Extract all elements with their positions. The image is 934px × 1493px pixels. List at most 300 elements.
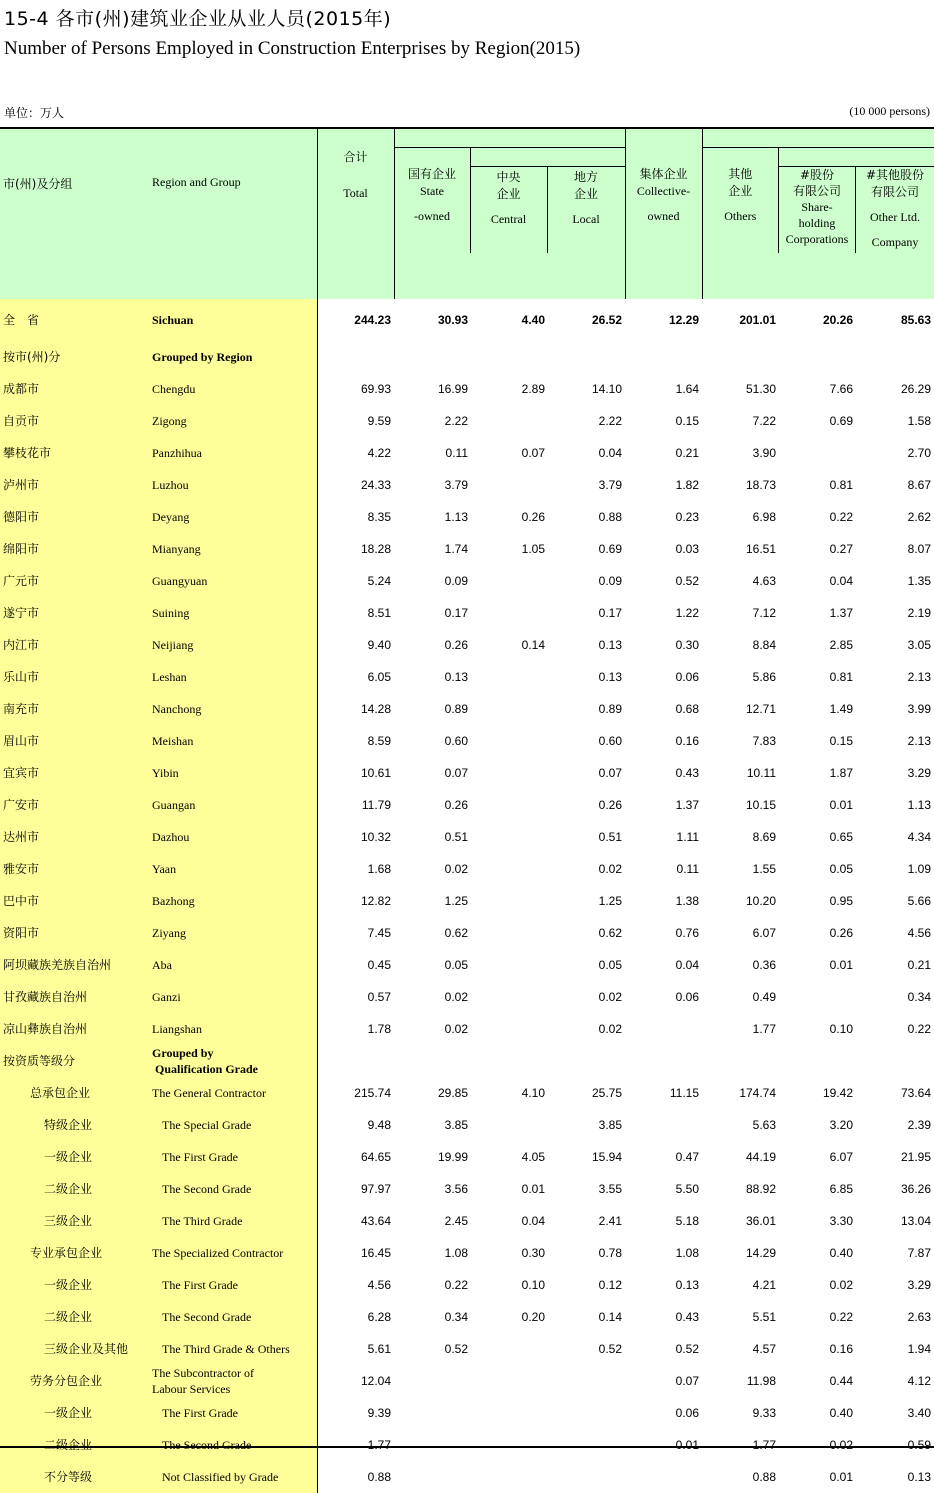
table-cell: 0.30 [675, 638, 700, 652]
table-cell: 2.85 [829, 638, 854, 652]
row-label-cn: 专业承包企业 [0, 1237, 152, 1269]
table-cell: 1.13 [444, 510, 468, 524]
row-label-en: Guangan [152, 789, 317, 821]
table-cell: 14.10 [591, 382, 623, 396]
unit-label-en: (10 000 persons) [849, 104, 930, 118]
table-row [0, 341, 934, 373]
row-label-en: Chengdu [152, 373, 317, 405]
row-label-en: The Special Grade [152, 1109, 317, 1141]
table-cell: 15.94 [591, 1150, 623, 1164]
table-cell: 3.05 [907, 638, 932, 652]
table-cell: 1.94 [907, 1342, 932, 1356]
table-cell: 2.41 [598, 1214, 623, 1228]
header-total [317, 128, 394, 299]
table-cell [471, 1013, 548, 1045]
table-cell: 0.02 [598, 1022, 623, 1036]
table-cell [779, 437, 856, 469]
table-cell: 0.15 [675, 414, 700, 428]
table-cell: 0.59 [907, 1438, 932, 1452]
row-label-cn: 遂宁市 [0, 597, 152, 629]
table-cell: 0.44 [829, 1374, 854, 1388]
table-cell: 44.19 [745, 1150, 777, 1164]
table-cell [471, 1429, 548, 1461]
table-cell: 0.01 [521, 1182, 545, 1196]
table-cell: 1.82 [675, 478, 700, 492]
row-label-cn: 一级企业 [0, 1397, 152, 1429]
row-label-en: Ziyang [152, 917, 317, 949]
row-label-cn: 广元市 [0, 565, 152, 597]
table-cell: 9.39 [367, 1406, 391, 1420]
table-cell: 5.24 [367, 574, 391, 588]
table-cell: 19.42 [822, 1086, 854, 1100]
table-cell [394, 1045, 471, 1077]
table-cell: 174.74 [739, 1086, 777, 1100]
table-cell: 0.34 [444, 1310, 468, 1324]
table-row [0, 1461, 934, 1493]
table-cell: 9.59 [367, 414, 391, 428]
table-cell: 7.66 [829, 382, 854, 396]
table-cell: 0.78 [598, 1246, 623, 1260]
table-cell: 19.99 [437, 1150, 468, 1164]
table-cell: 0.45 [367, 958, 391, 972]
table-cell: 0.40 [829, 1246, 854, 1260]
header-shareholding-cn1: #股份 [799, 168, 835, 182]
table-cell: 0.26 [829, 926, 854, 940]
table-cell: 3.20 [829, 1118, 854, 1132]
header-other-ltd-en2: Company [871, 235, 919, 249]
table-cell: 0.57 [367, 990, 391, 1004]
table-cell [471, 885, 548, 917]
table-cell: 3.85 [444, 1118, 468, 1132]
row-label-en: Aba [152, 949, 317, 981]
table-cell: 0.65 [829, 830, 854, 844]
row-label-cn: 按资质等级分 [0, 1045, 152, 1077]
table-cell: 0.07 [521, 446, 545, 460]
table-row [0, 853, 934, 885]
table-cell: 0.26 [444, 798, 468, 812]
table-cell: 8.35 [367, 510, 391, 524]
row-label-en: Guangyuan [152, 565, 317, 597]
row-label-en-line1: Grouped by [152, 1046, 214, 1060]
row-label-en: The Second Grade [152, 1173, 317, 1205]
table-row [0, 629, 934, 661]
row-label-cn: 二级企业 [0, 1429, 152, 1461]
table-cell: 0.06 [675, 990, 700, 1004]
table-cell [471, 1397, 548, 1429]
table-cell: 6.05 [367, 670, 391, 684]
table-cell: 29.85 [437, 1086, 468, 1100]
header-central-cn1: 中央 [496, 170, 521, 184]
table-cell: 0.05 [829, 862, 854, 876]
row-label-en: The Second Grade [152, 1301, 317, 1333]
table-cell: 12.04 [360, 1374, 391, 1388]
table-row [0, 1045, 934, 1077]
table-cell: 215.74 [354, 1086, 391, 1100]
table-row [0, 1173, 934, 1205]
table-cell: 0.14 [598, 1310, 623, 1324]
table-cell: 11.98 [746, 1374, 777, 1388]
table-cell: 0.88 [752, 1470, 777, 1484]
table-cell: 4.56 [907, 926, 932, 940]
table-cell: 9.33 [752, 1406, 777, 1420]
table-cell: 2.19 [907, 606, 932, 620]
table-cell [548, 1429, 625, 1461]
row-label-cn: 一级企业 [0, 1141, 152, 1173]
table-cell [856, 341, 934, 373]
header-central-cn2: 企业 [496, 187, 521, 201]
page-title-cn: 15-4 各市(州)建筑业企业从业人员(2015年) [4, 8, 392, 30]
table-cell: 1.09 [907, 862, 932, 876]
table-row [0, 821, 934, 853]
row-label-en [152, 1045, 317, 1077]
table-bottom-rule [0, 1446, 934, 1448]
table-cell: 2.62 [907, 510, 932, 524]
row-label-en-line1: The Subcontractor of [152, 1366, 254, 1380]
row-label-en: The Specialized Contractor [152, 1237, 317, 1269]
table-cell [779, 1045, 856, 1077]
table-cell [625, 341, 702, 373]
table-cell: 0.04 [598, 446, 623, 460]
table-cell: 20.26 [822, 313, 854, 327]
header-shareholding-cn2: 有限公司 [793, 184, 842, 198]
table-cell [394, 1365, 471, 1397]
table-cell: 0.43 [675, 766, 700, 780]
table-cell: 0.62 [598, 926, 623, 940]
table-cell: 4.40 [521, 313, 545, 327]
table-row [0, 885, 934, 917]
table-cell [471, 1365, 548, 1397]
table-cell: 0.13 [598, 670, 623, 684]
header-state [395, 148, 471, 253]
row-label-en: The General Contractor [152, 1077, 317, 1109]
table-cell: 0.04 [829, 574, 854, 588]
table-cell: 1.22 [675, 606, 700, 620]
table-row [0, 1365, 934, 1397]
table-cell: 8.07 [907, 542, 932, 556]
table-cell: 2.45 [444, 1214, 468, 1228]
table-cell [394, 1397, 471, 1429]
table-cell: 12.29 [668, 313, 700, 327]
table-cell [471, 565, 548, 597]
header-others-cn2: 企业 [728, 184, 753, 198]
table-cell: 0.17 [444, 606, 468, 620]
table-cell: 6.98 [752, 510, 777, 524]
table-cell [702, 341, 779, 373]
row-label-cn: 巴中市 [0, 885, 152, 917]
table-cell: 1.08 [444, 1246, 468, 1260]
table-cell: 6.28 [367, 1310, 391, 1324]
header-others-en: Others [724, 209, 757, 223]
table-cell: 0.22 [829, 1310, 854, 1324]
table-cell: 1.77 [367, 1438, 391, 1452]
table-row [0, 1397, 934, 1429]
table-cell: 1.77 [752, 1438, 777, 1452]
table-cell: 0.02 [829, 1278, 854, 1292]
table-cell: 4.05 [521, 1150, 545, 1164]
table-cell [779, 341, 856, 373]
table-cell: 5.66 [907, 894, 932, 908]
table-row [0, 1269, 934, 1301]
table-cell: 3.40 [907, 1406, 932, 1420]
table-cell: 5.86 [752, 670, 777, 684]
table-cell: 4.63 [752, 574, 777, 588]
table-cell: 18.73 [745, 478, 777, 492]
table-cell: 0.76 [675, 926, 700, 940]
table-cell: 6.07 [829, 1150, 854, 1164]
table-cell: 0.89 [598, 702, 623, 716]
row-label-cn: 自贡市 [0, 405, 152, 437]
table-cell: 1.78 [367, 1022, 391, 1036]
header-state-cn: 国有企业 [408, 167, 457, 181]
header-local [548, 167, 625, 253]
table-cell: 0.43 [675, 1310, 700, 1324]
table-cell: 0.52 [675, 1342, 700, 1356]
row-label-en: Suining [152, 597, 317, 629]
table-cell: 0.13 [444, 670, 468, 684]
table-cell: 0.01 [829, 1470, 854, 1484]
table-cell: 5.18 [675, 1214, 700, 1228]
table-cell [471, 981, 548, 1013]
table-cell: 3.55 [598, 1182, 623, 1196]
table-cell [317, 1045, 394, 1077]
row-label-cn: 成都市 [0, 373, 152, 405]
table-row [0, 1429, 934, 1461]
row-label-en: Yibin [152, 757, 317, 789]
table-cell: 0.88 [598, 510, 623, 524]
table-cell [394, 341, 471, 373]
table-cell: 0.14 [521, 638, 545, 652]
header-region-cn: 市(州)及分组 [0, 128, 152, 299]
table-cell: 24.33 [360, 478, 391, 492]
row-label-cn: 乐山市 [0, 661, 152, 693]
header-other-ltd-cn1: #其他股份 [865, 168, 925, 182]
row-label-cn: 南充市 [0, 693, 152, 725]
table-cell: 10.61 [360, 766, 391, 780]
row-label-cn: 内江市 [0, 629, 152, 661]
row-label-cn: 二级企业 [0, 1173, 152, 1205]
table-cell: 51.30 [745, 382, 777, 396]
table-cell: 0.22 [829, 510, 854, 524]
table-cell: 2.13 [907, 670, 932, 684]
table-cell [471, 469, 548, 501]
table-cell: 0.02 [444, 990, 468, 1004]
table-cell: 2.22 [444, 414, 468, 428]
table-cell: 0.52 [444, 1342, 468, 1356]
table-cell: 3.99 [907, 702, 932, 716]
table-cell: 0.68 [675, 702, 700, 716]
table-cell: 2.39 [907, 1118, 932, 1132]
table-cell [471, 1333, 548, 1365]
table-cell: 0.51 [444, 830, 468, 844]
table-cell: 0.81 [829, 670, 854, 684]
table-row [0, 533, 934, 565]
table-cell: 0.02 [444, 1022, 468, 1036]
table-cell: 0.27 [829, 542, 854, 556]
table-cell: 18.28 [360, 542, 391, 556]
table-cell: 0.21 [675, 446, 700, 460]
table-cell: 26.52 [591, 313, 623, 327]
table-cell: 0.16 [829, 1342, 854, 1356]
table-row [0, 373, 934, 405]
table-cell: 4.12 [907, 1374, 932, 1388]
table-cell [471, 597, 548, 629]
table-cell: 0.88 [367, 1470, 391, 1484]
table-cell: 10.20 [745, 894, 777, 908]
table-cell: 3.85 [598, 1118, 623, 1132]
row-label-en: Dazhou [152, 821, 317, 853]
table-row [0, 789, 934, 821]
table-cell: 5.50 [675, 1182, 700, 1196]
row-label-en: The Second Grade [152, 1429, 317, 1461]
table-cell: 0.52 [675, 574, 700, 588]
row-label-cn: 不分等级 [0, 1461, 152, 1493]
table-cell [471, 1045, 548, 1077]
table-cell: 2.63 [907, 1310, 932, 1324]
row-label-cn: 劳务分包企业 [0, 1365, 152, 1397]
table-cell: 1.74 [444, 542, 468, 556]
table-row [0, 1301, 934, 1333]
row-label-cn: 按市(州)分 [0, 341, 152, 373]
row-label-cn: 三级企业及其他 [0, 1333, 152, 1365]
table-cell: 8.51 [367, 606, 391, 620]
table-cell: 4.21 [752, 1278, 777, 1292]
table-cell: 1.49 [829, 702, 854, 716]
table-cell: 1.11 [676, 830, 700, 844]
row-label-en: Mianyang [152, 533, 317, 565]
table-cell: 0.07 [598, 766, 623, 780]
table-cell: 21.95 [900, 1150, 932, 1164]
table-row [0, 981, 934, 1013]
table-cell [625, 1461, 702, 1493]
table-cell: 3.30 [829, 1214, 854, 1228]
row-label-en: Not Classified by Grade [152, 1461, 317, 1493]
table-cell: 1.37 [829, 606, 854, 620]
table-cell: 97.97 [360, 1182, 391, 1196]
row-label-cn: 达州市 [0, 821, 152, 853]
row-label-en: Yaan [152, 853, 317, 885]
table-cell: 0.22 [907, 1022, 932, 1036]
table-cell: 8.84 [752, 638, 777, 652]
header-total-cn: 合计 [343, 150, 368, 164]
row-label-cn: 总承包企业 [0, 1077, 152, 1109]
header-region-en: Region and Group [152, 128, 317, 299]
row-label-en: Leshan [152, 661, 317, 693]
table-cell: 0.01 [675, 1438, 700, 1452]
table-cell: 3.56 [444, 1182, 468, 1196]
table-cell: 7.83 [752, 734, 777, 748]
row-label-en: Liangshan [152, 1013, 317, 1045]
table-cell [856, 1045, 934, 1077]
table-cell: 43.64 [360, 1214, 391, 1228]
table-cell: 0.21 [907, 958, 932, 972]
data-table [0, 127, 934, 1493]
header-collective-cn: 集体企业 [639, 167, 688, 181]
table-cell [625, 1045, 702, 1077]
table-cell: 0.95 [829, 894, 854, 908]
table-cell: 4.56 [367, 1278, 391, 1292]
table-cell: 1.64 [675, 382, 700, 396]
table-cell [548, 1045, 625, 1077]
table-cell: 0.62 [444, 926, 468, 940]
row-label-cn: 宜宾市 [0, 757, 152, 789]
page-title-en: Number of Persons Employed in Construction Enterprises by Region(2015) [4, 38, 581, 59]
table-cell: 0.60 [444, 734, 468, 748]
table-cell: 7.87 [907, 1246, 932, 1260]
header-others [703, 148, 780, 253]
table-cell: 73.64 [900, 1086, 932, 1100]
header-shareholding-en1: Share- [801, 200, 833, 214]
row-label-cn: 绵阳市 [0, 533, 152, 565]
row-label-en: Zigong [152, 405, 317, 437]
table-cell: 0.13 [598, 638, 623, 652]
table-cell: 11.15 [669, 1086, 700, 1100]
header-total-en: Total [343, 186, 368, 200]
table-cell: 25.75 [591, 1086, 623, 1100]
table-cell: 1.35 [907, 574, 932, 588]
table-cell: 0.10 [521, 1278, 545, 1292]
table-cell: 4.34 [907, 830, 932, 844]
table-cell: 0.15 [829, 734, 854, 748]
table-row [0, 757, 934, 789]
table-cell [471, 693, 548, 725]
table-cell: 13.04 [900, 1214, 932, 1228]
table-cell: 1.25 [598, 894, 623, 908]
table-cell: 3.29 [907, 766, 932, 780]
table-cell: 0.04 [521, 1214, 545, 1228]
table-cell: 14.28 [360, 702, 391, 716]
header-shareholding [779, 167, 856, 253]
table-row [0, 1237, 934, 1269]
table-cell: 16.51 [745, 542, 777, 556]
table-cell: 5.51 [752, 1310, 777, 1324]
table-cell [471, 725, 548, 757]
table-cell [702, 1045, 779, 1077]
header-local-cn2: 企业 [574, 187, 599, 201]
table-cell: 0.09 [444, 574, 468, 588]
table-cell: 1.55 [752, 862, 777, 876]
table-cell: 8.69 [752, 830, 777, 844]
table-cell [471, 1109, 548, 1141]
table-cell: 0.36 [752, 958, 777, 972]
table-cell: 12.71 [745, 702, 777, 716]
table-cell: 4.22 [367, 446, 391, 460]
table-cell: 14.29 [745, 1246, 777, 1260]
table-cell [471, 917, 548, 949]
table-cell [548, 1365, 625, 1397]
row-label-en: Meishan [152, 725, 317, 757]
header-local-cn1: 地方 [574, 170, 599, 184]
header-other-ltd [856, 167, 934, 253]
table-cell [471, 1461, 548, 1493]
row-label-en [152, 1365, 317, 1397]
table-cell: 0.05 [598, 958, 623, 972]
table-cell: 1.77 [752, 1022, 777, 1036]
table-row [0, 1013, 934, 1045]
table-cell: 0.16 [675, 734, 700, 748]
table-cell: 0.40 [829, 1406, 854, 1420]
header-shareholding-en3: Corporations [785, 232, 849, 246]
header-other-ltd-en1: Other Ltd. [870, 210, 921, 224]
table-cell: 36.01 [745, 1214, 777, 1228]
header-state-en1: State [420, 184, 444, 198]
table-cell: 3.29 [907, 1278, 932, 1292]
table-cell: 0.51 [598, 830, 623, 844]
unit-label-cn: 单位：万人 [4, 106, 65, 120]
table-cell: 30.93 [437, 313, 468, 327]
table-cell: 0.02 [829, 1438, 854, 1452]
table-cell: 4.57 [752, 1342, 777, 1356]
table-cell: 0.23 [675, 510, 700, 524]
